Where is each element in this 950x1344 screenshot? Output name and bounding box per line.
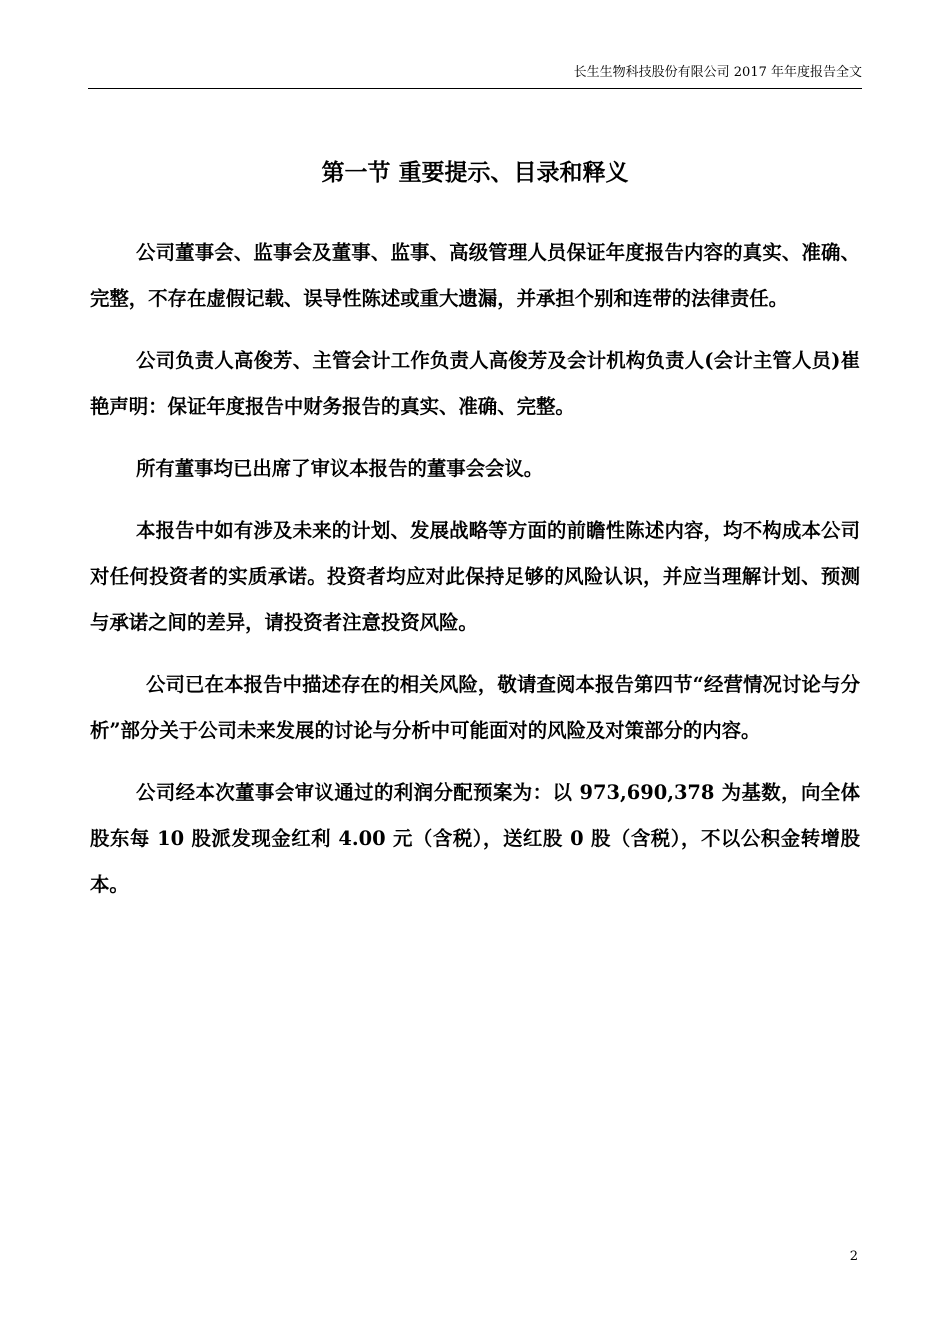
paragraph-forward-looking-statement: 本报告中如有涉及未来的计划、发展战略等方面的前瞻性陈述内容，均不构成本公司对任何投资者的实质承诺。投资者均应对此保持足够的风险认识，并应当理解计划、预测与承诺之间的差异，请投资者注意投资风险。 [90, 519, 860, 634]
section-title: 第一节 重要提示、目录和释义 [321, 159, 629, 186]
paragraph-profit-distribution: 公司经本次董事会审议通过的利润分配预案为：以 973,690,378 为基数，向全体股东每 10 股派发现金红利 4.00 元（含税），送红股 0 股（含税），不以公积金转增股本。 [90, 781, 860, 896]
page-number: 2 [849, 1249, 858, 1264]
paragraph-financial-statement-declaration: 公司负责人高俊芳、主管会计工作负责人高俊芳及会计机构负责人(会计主管人员)崔艳声明：保证年度报告中财务报告的真实、准确、完整。 [90, 349, 860, 418]
paragraph-board-guarantee: 公司董事会、监事会及董事、监事、高级管理人员保证年度报告内容的真实、准确、完整，不存在虚假记载、误导性陈述或重大遗漏，并承担个别和连带的法律责任。 [90, 241, 860, 310]
running-header [88, 62, 862, 89]
running-header-title: 长生生物科技股份有限公司 2017 年年度报告全文 [573, 65, 862, 80]
paragraph-director-attendance: 所有董事均已出席了审议本报告的董事会会议。 [136, 457, 544, 480]
body-text [90, 230, 860, 924]
paragraph-risk-reference: 公司已在本报告中描述存在的相关风险，敬请查阅本报告第四节“经营情况讨论与分析”部分关于公司未来发展的讨论与分析中可能面对的风险及对策部分的内容。 [90, 673, 860, 742]
